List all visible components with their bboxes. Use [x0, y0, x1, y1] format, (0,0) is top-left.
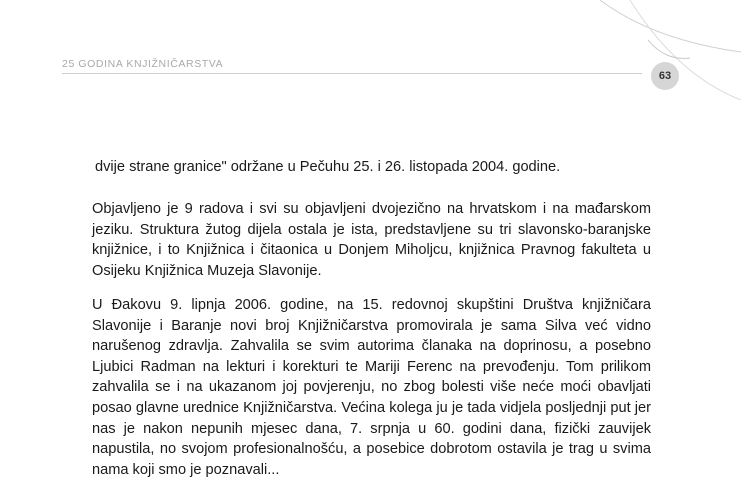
decorative-arc-badge — [648, 40, 690, 58]
decorative-arc-inner — [630, 0, 741, 100]
paragraph-publication: Objavljeno je 9 radova i svi su objavljeni dvojezično na hrvatskom i na mađarskom jeziku. Struktura žutog dijela ostala je ista, predstavljene su tri slavonsko-baranjske knjižnice, i to Knjižnica i čitaonica u Donjem Miholjcu, knjižnica Pravnog fakulteta u Osijeku Knjižnica Muzeja Slavonije. — [92, 201, 651, 279]
decorative-arc-outer — [600, 0, 741, 52]
header-divider — [62, 73, 642, 74]
paragraph-djakovo: U Đakovu 9. lipnja 2006. godine, na 15. redovnoj skupštini Društva knjižničara Slavonije i Baranje novi broj Knjižničarstva promovirala je sama Silva već vidno narušenog zdravlja. Zahvalila se svim autorima članaka na doprinosu, a posebno Ljubici Radman na lekturi i korekturi te Mariji Ferenc na prevođenju. Tom prilikom zahvalila se i na ukazanom joj povjerenju, no zbog bolesti više neće moći obavljati posao glavne urednice Knjižničarstva. Većina kolega ju je tada vidjela posljednji put jer nas je nakon nepunih mjesec dana, 7. srpnja u 60. godini dana, fizički zauvijek napustila, no svojom profesionalnošću, a posebice dobrotom ostavila je trag u svima nama koji smo je poznavali... — [92, 297, 651, 478]
running-header-title: 25 GODINA KNJIŽNIČARSTVA — [62, 58, 224, 70]
paragraph-continuation: dvije strane granice" održane u Pečuhu 25. i 26. listopada 2004. godine. — [95, 159, 561, 175]
page-number-badge: 63 — [651, 62, 679, 90]
decorative-arcs — [0, 0, 741, 140]
